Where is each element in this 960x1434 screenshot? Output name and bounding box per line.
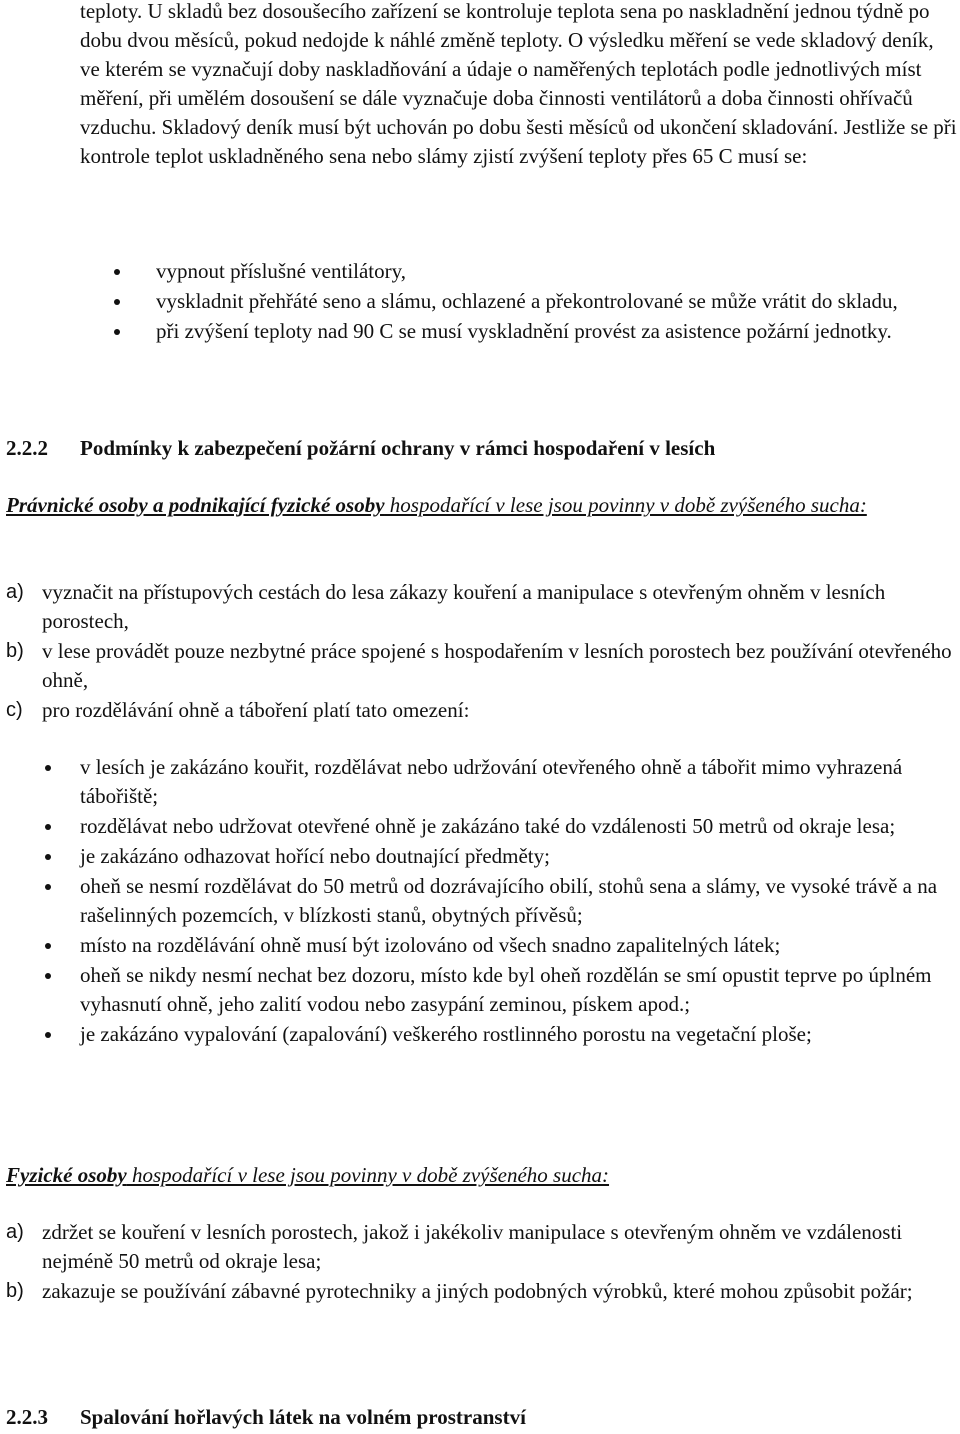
bullet-icon	[45, 1032, 51, 1038]
list-item: je zakázáno odhazovat hořící nebo doutnající předměty;	[6, 842, 956, 871]
list-item: v lesích je zakázáno kouřit, rozdělávat nebo udržování otevřeného ohně a tábořit mimo vyhrazená tábořiště;	[6, 753, 956, 811]
bullet-icon	[45, 765, 51, 771]
list-item: c) pro rozdělávání ohně a táboření platí tato omezení:	[6, 696, 956, 725]
legal-entities-intro	[6, 491, 926, 520]
legal-entities-list	[6, 578, 956, 726]
bullet-icon	[114, 329, 120, 335]
natural-persons-intro	[6, 1161, 926, 1190]
section-number: 2.2.2	[6, 436, 48, 460]
item-label: c)	[6, 699, 23, 721]
item-label: b)	[6, 1280, 24, 1302]
list-item: vyskladnit přehřáté seno a slámu, ochlazené a překontrolované se může vrátit do skladu,	[80, 287, 958, 316]
list-item: oheň se nikdy nesmí nechat bez dozoru, místo kde byl oheň rozdělán se smí opustit teprve po úplném vyhasnutí ohně, jeho zalití vodou nebo zasypání zeminou, pískem apod.;	[6, 961, 956, 1019]
section-title: Spalování hořlavých látek na volném prostranství	[80, 1405, 526, 1429]
list-item: je zakázáno vypalování (zapalování) veškerého rostlinného porostu na vegetační ploše;	[6, 1020, 956, 1049]
list-item: a) zdržet se kouření v lesních porostech, jakož i jakékoliv manipulace s otevřeným ohněm ve vzdálenosti nejméně 50 metrů od okraje lesa;	[6, 1220, 903, 1273]
list-item: b) v lese provádět pouze nezbytné práce spojené s hospodařením v lesních porostech bez používání otevřeného ohně,	[6, 639, 952, 692]
list-item: a) vyznačit na přístupových cestách do lesa zákazy kouření a manipulace s otevřeným ohněm v lesních porostech,	[6, 580, 886, 633]
bullet-icon	[114, 269, 120, 275]
item-label: a)	[6, 1221, 24, 1243]
section-number: 2.2.3	[6, 1405, 48, 1429]
list-item: b) zakazuje se používání zábavné pyrotechniky a jiných podobných výrobků, které mohou způsobit požár;	[6, 1277, 956, 1306]
bullet-icon	[45, 884, 51, 890]
bullet-icon	[45, 824, 51, 830]
natural-persons-label: Fyzické osoby	[6, 1163, 127, 1187]
bullet-icon	[45, 943, 51, 949]
list-item: rozdělávat nebo udržovat otevřené ohně je zakázáno také do vzdálenosti 50 metrů od okraje lesa;	[6, 812, 956, 841]
bullet-icon	[114, 299, 120, 305]
bullet-icon	[45, 973, 51, 979]
item-label: a)	[6, 581, 24, 603]
section-title: Podmínky k zabezpečení požární ochrany v rámci hospodaření v lesích	[80, 436, 716, 460]
list-item: vypnout příslušné ventilátory,	[80, 257, 958, 286]
legal-entities-label: Právnické osoby a podnikající fyzické osoby	[6, 493, 385, 517]
section-heading-2-2-3	[6, 1403, 526, 1432]
intro-paragraph	[80, 0, 958, 171]
bullet-icon	[45, 854, 51, 860]
section-heading-2-2-2	[6, 434, 715, 463]
list-item: místo na rozdělávání ohně musí být izolováno od všech snadno zapalitelných látek;	[6, 931, 956, 960]
natural-persons-text: hospodařící v lese jsou povinny v době zvýšeného sucha:	[126, 1163, 610, 1187]
temperature-actions-list	[80, 257, 958, 347]
natural-persons-list	[6, 1218, 956, 1307]
item-label: b)	[6, 640, 24, 662]
legal-entities-text: hospodařící v lese jsou povinny v době zvýšeného sucha:	[384, 493, 867, 517]
intro-text: teploty. U skladů bez dosoušecího zařízení se kontroluje teplota sena po naskladnění jednou týdně po dobu dvou měsíců, pokud nedojde k náhlé změně teploty. O výsledku měření se vede skladový deník, ve kterém se vyznačují doby naskladňování a údaje o naměřených teplotách podle jednotlivých míst měření, při umělém dosoušení se dále vyznačuje doba činnosti ventilátorů a doba činnosti ohřívačů vzduchu. Skladový deník musí být uchován po dobu šesti měsíců od ukončení skladování. Jestliže se při kontrole teplot uskladněného sena nebo slámy zjistí zvýšení teploty přes 65 C musí se:	[80, 0, 957, 168]
list-item: při zvýšení teploty nad 90 C se musí vyskladnění provést za asistence požární jednotky.	[80, 317, 958, 346]
fire-restrictions-list	[6, 753, 956, 1050]
list-item: oheň se nesmí rozdělávat do 50 metrů od dozrávajícího obilí, stohů sena a slámy, ve vysoké trávě a na rašelinných pozemcích, v blízkosti stanů, obytných přívěsů;	[6, 872, 956, 930]
